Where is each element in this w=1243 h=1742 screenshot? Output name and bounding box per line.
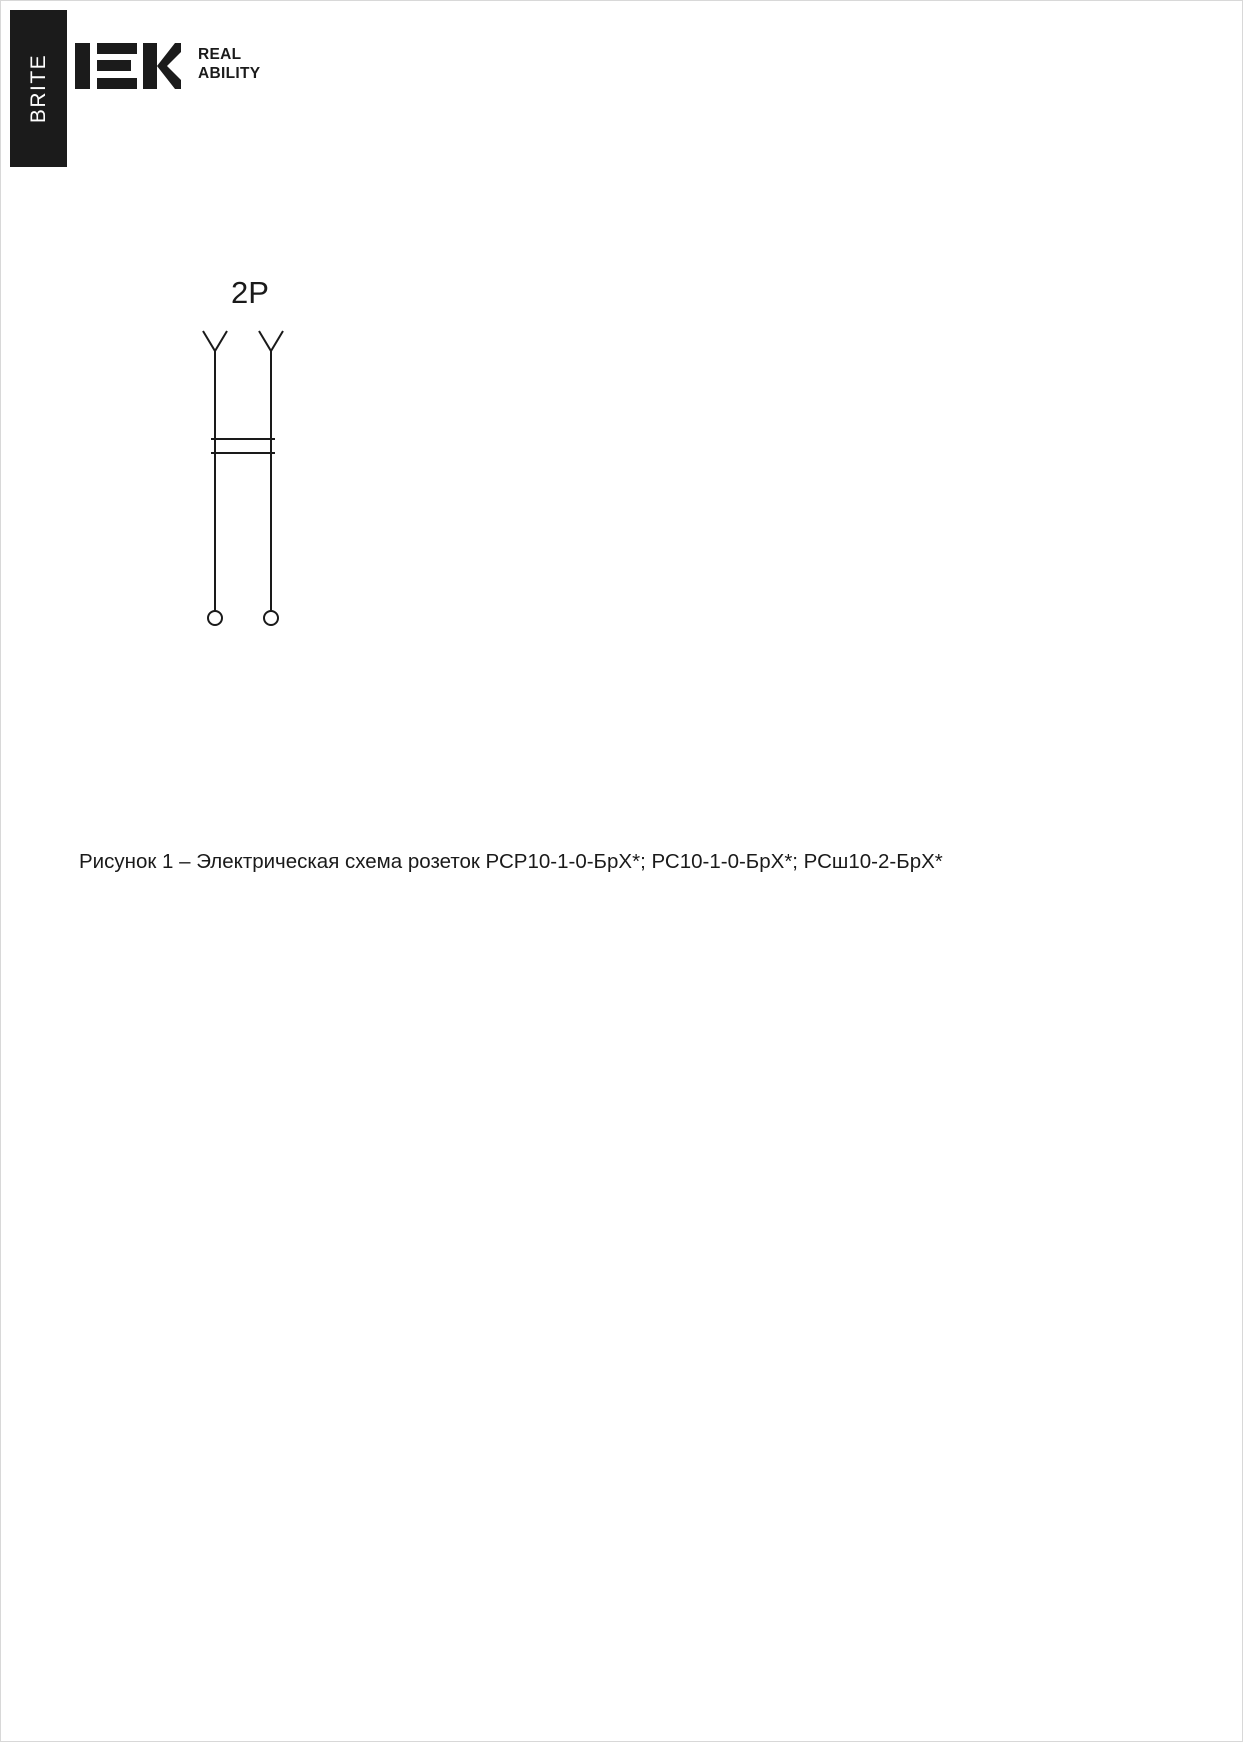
logo-tagline: [198, 46, 260, 84]
figure-caption: Рисунок 1 – Электрическая схема розеток РСР10-1-0-БрХ*; РС10-1-0-БрХ*; РСш10-2-БрХ*: [79, 850, 943, 873]
socket-schematic-figure: [151, 263, 411, 643]
series-tab-label: BRITE: [27, 53, 50, 124]
pole-count-label: 2P: [231, 275, 269, 310]
brand-logo: [75, 37, 260, 99]
logo-tagline-line1: REAL: [198, 46, 242, 63]
schematic-drawing: [151, 263, 411, 643]
iek-logo-icon: [75, 37, 181, 99]
logo-tagline-line2: ABILITY: [198, 64, 261, 82]
series-tab: [10, 10, 67, 167]
